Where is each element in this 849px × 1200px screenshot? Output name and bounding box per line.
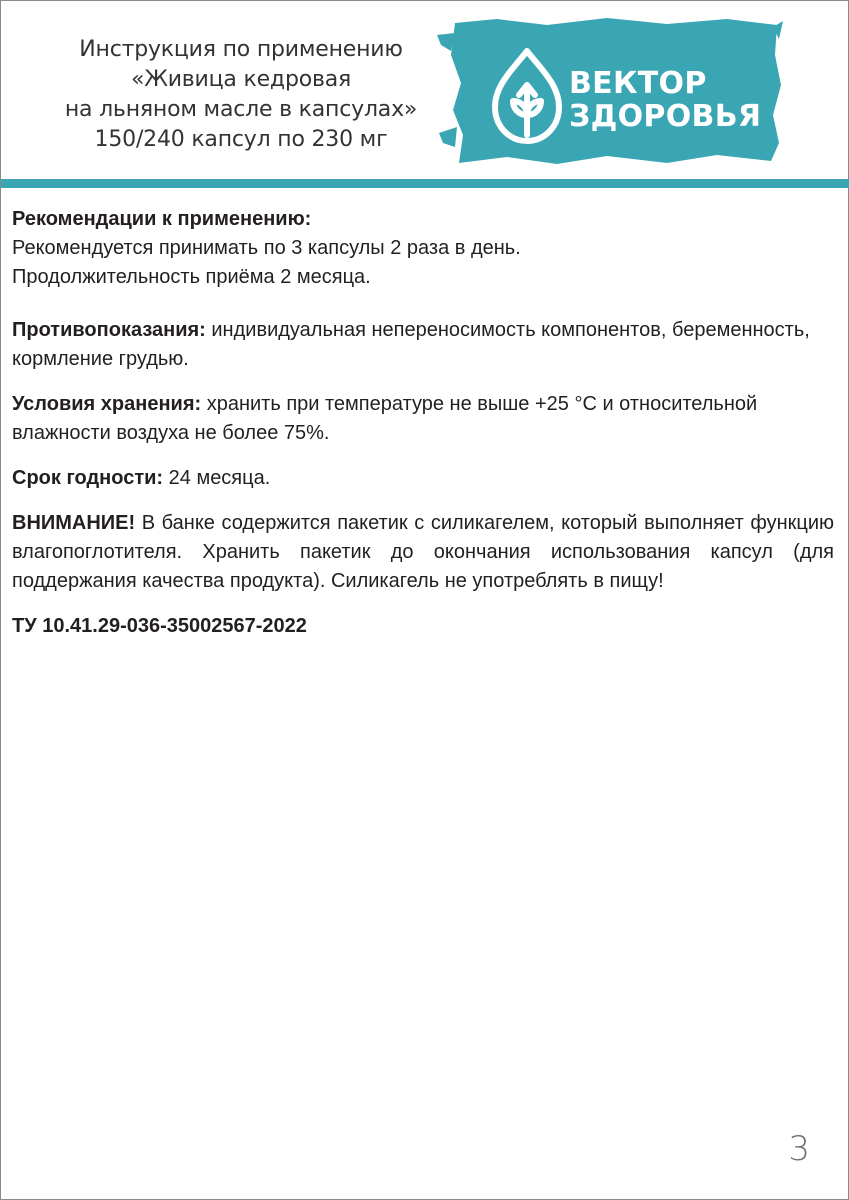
shelf-life-text: 24 месяца. — [163, 467, 271, 489]
storage-label: Условия хранения: — [12, 393, 202, 415]
title-line-4: 150/240 капсул по 230 мг — [94, 127, 388, 152]
page-header — [1, 1, 849, 179]
storage-section — [12, 390, 834, 448]
contraindications-label: Противопоказания: — [12, 319, 206, 341]
brand-logo — [437, 15, 783, 167]
spec-number: ТУ 10.41.29-036-35002567-2022 — [12, 615, 307, 637]
page-number: 3 — [788, 1129, 810, 1169]
recommendations-duration: Продолжительность приёма 2 месяца. — [12, 266, 371, 288]
product-title — [21, 35, 461, 155]
recommendations-heading: Рекомендации к применению: — [12, 208, 312, 230]
contraindications-section — [12, 316, 834, 374]
recommendations-section — [12, 205, 834, 292]
recommendations-dosage: Рекомендуется принимать по 3 капсулы 2 раза в день. — [12, 237, 521, 259]
shelf-life-label: Срок годности: — [12, 467, 164, 489]
warning-section — [12, 509, 834, 596]
shelf-life-section — [12, 464, 834, 493]
title-line-3: на льняном масле в капсулах» — [64, 97, 418, 122]
logo-text-line-2: ЗДОРОВЬЯ — [569, 99, 762, 134]
logo-wordmark — [569, 67, 761, 133]
instructions-body — [12, 205, 834, 657]
title-line-2: «Живица кедровая — [130, 67, 352, 92]
title-line-1: Инструкция по применению — [79, 37, 403, 62]
logo-text-line-1: ВЕКТОР — [569, 66, 707, 101]
contraindications-text: индивидуальная непереносимость компонентов, беременность, кормление грудью. — [12, 319, 810, 370]
warning-text: В банке содержится пакетик с силикагелем, который выполняет функцию влагопоглотителя. Хранить пакетик до окончания использования капсул (для поддержания качества продукта). Силикагель не употреблять в пищу! — [12, 512, 834, 592]
warning-label: ВНИМАНИЕ! — [12, 512, 136, 534]
header-divider — [1, 179, 849, 188]
storage-text: хранить при температуре не выше +25 °С и относительной влажности воздуха не более 75%. — [12, 393, 758, 444]
